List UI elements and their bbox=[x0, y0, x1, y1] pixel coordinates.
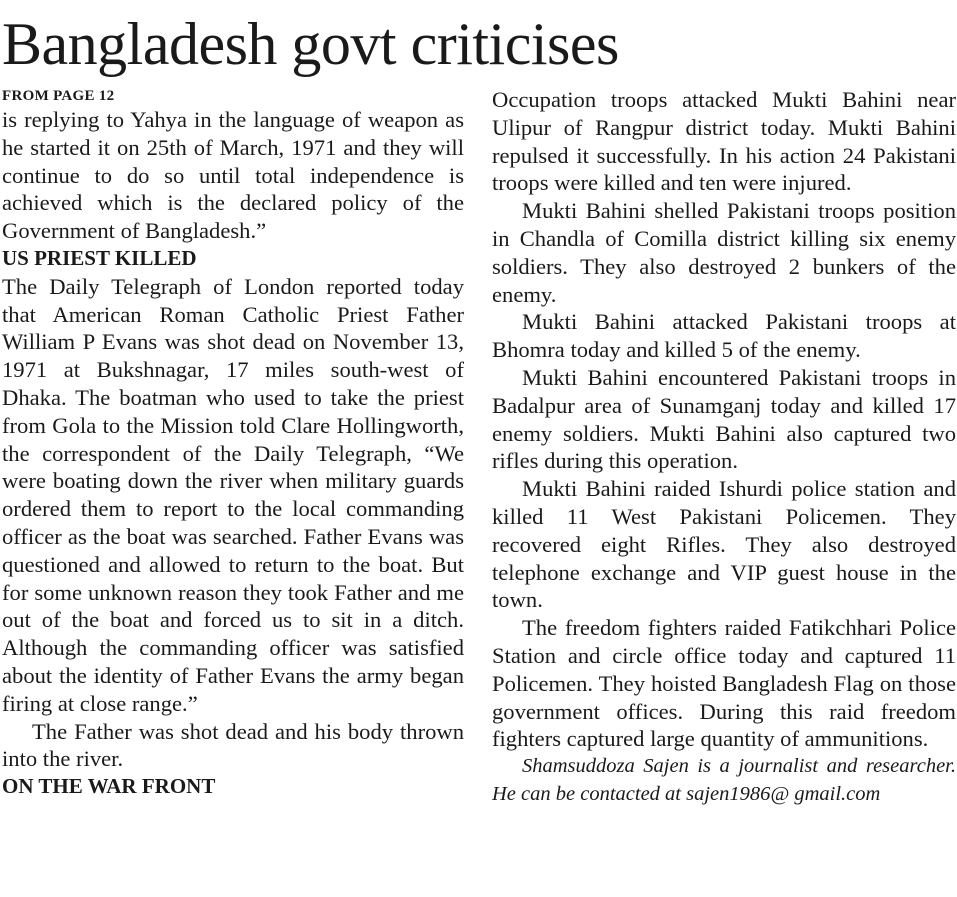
paragraph: The Daily Telegraph of London reported today that American Roman Catholic Priest Father William P Evans was shot dead on November 13, 1971 at Bukshnagar, 17 miles south-west of Dhaka. The boatman who used to take the priest from Gola to the Mission told Clare Hollingworth, the correspondent of the Daily Telegraph, “We were boating down the river when military guards ordered them to report to the local commanding officer as the boat was searched. Father Evans was questioned and allowed to return to the boat. But for some unknown reason they took Father and me out of the boat and forced us to sit in a ditch. Although the commanding officer was satisfied about the identity of Father Evans the army began firing at close range.” bbox=[2, 273, 464, 716]
paragraph: Mukti Bahini attacked Pakistani troops at Bhomra today and killed 5 of the enemy. bbox=[492, 309, 956, 363]
headline: Bangladesh govt criticises bbox=[2, 11, 619, 77]
right-column bbox=[492, 86, 956, 809]
subheading-us-priest-killed: US PRIEST KILLED bbox=[2, 245, 197, 270]
paragraph: The Father was shot dead and his body thrown into the river. bbox=[2, 718, 464, 772]
paragraph: The freedom fighters raided Fatikchhari Police Station and circle office today and captured 11 Policemen. They hoisted Bangladesh Flag on those government offices. During this raid freedom fighters captured large quantity of ammunitions. bbox=[492, 615, 956, 752]
paragraph: Occupation troops attacked Mukti Bahini near Ulipur of Rangpur district today. Mukti Bahini repulsed it successfully. In his action 24 Pakistani troops were killed and ten were injured. bbox=[492, 87, 956, 196]
paragraph: Mukti Bahini raided Ishurdi police station and killed 11 West Pakistani Policemen. They recovered eight Rifles. They also destroyed telephone exchange and VIP guest house in the town. bbox=[492, 476, 956, 613]
author-byline: Shamsuddoza Sajen is a journalist and researcher. He can be contacted at sajen1986@ gmail.com bbox=[492, 755, 956, 805]
paragraph: is replying to Yahya in the language of weapon as he started it on 25th of March, 1971 and they will continue to do so until total independence is achieved which is the declared policy of the Government of Bangladesh.” bbox=[2, 107, 464, 244]
subheading-on-the-war-front: ON THE WAR FRONT bbox=[2, 774, 216, 799]
paragraph: Mukti Bahini shelled Pakistani troops position in Chandla of Comilla district killing six enemy soldiers. They also destroyed 2 bunkers of the enemy. bbox=[492, 198, 956, 307]
paragraph: Mukti Bahini encountered Pakistani troops in Badalpur area of Sunamganj today and killed 17 enemy soldiers. Mukti Bahini also captured two rifles during this operation. bbox=[492, 364, 956, 474]
left-column bbox=[2, 86, 464, 801]
continuation-kicker: FROM PAGE 12 bbox=[2, 88, 115, 104]
